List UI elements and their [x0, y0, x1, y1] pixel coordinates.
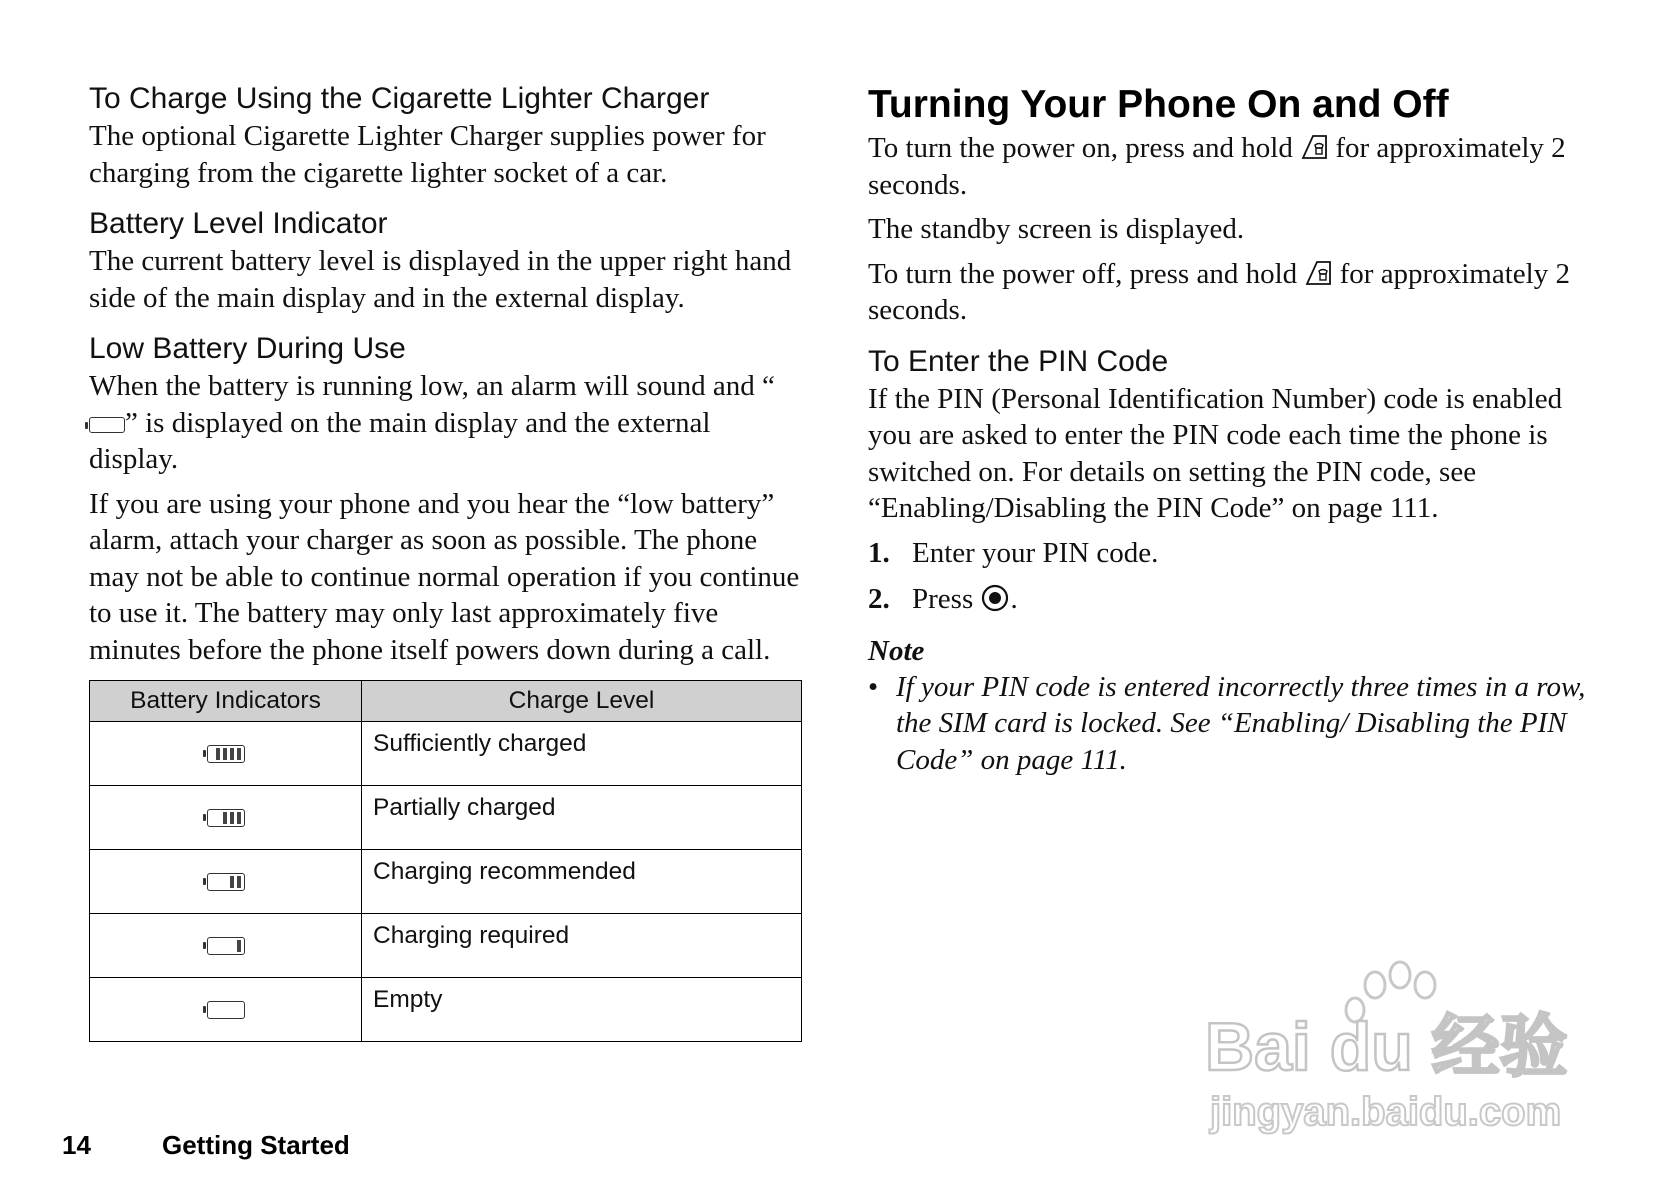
- power-off-text-a: To turn the power off, press and hold: [868, 257, 1305, 290]
- note-heading: Note: [868, 634, 925, 667]
- phone-end-key-icon: [1300, 133, 1328, 161]
- heading-low-battery: Low Battery During Use: [89, 332, 406, 365]
- battery-indicator-cell: [90, 978, 362, 1042]
- battery-icon: [207, 809, 245, 827]
- watermark-brand: Bai du 经验: [1205, 1009, 1568, 1085]
- paragraph-pin: If the PIN (Personal Identification Number) code is enabled you are asked to enter the PIN code each time the phone is switched on. For details on setting the PIN code, see “Enabling/Disabling the PIN Code” on page 111.: [868, 382, 1563, 524]
- table-row: [90, 978, 802, 1042]
- charge-level-cell: Sufficiently charged: [362, 722, 802, 786]
- battery-indicator-table: [89, 680, 802, 1042]
- power-on-text-a: To turn the power on, press and hold: [868, 132, 1301, 164]
- note-text: If your PIN code is entered incorrectly three times in a row, the SIM card is locked. See “Enabling/ Disabling the PIN Code” on page 111.: [896, 670, 1586, 776]
- table-header-row: [90, 681, 802, 722]
- step-text: Enter your PIN code.: [912, 536, 1159, 569]
- list-item: [868, 581, 1588, 617]
- note-body: [868, 669, 1588, 779]
- power-on-text-b: for approximately 2 seconds.: [868, 132, 1566, 201]
- heading-battery-level: Battery Level Indicator: [89, 207, 388, 240]
- paragraph-low-battery: [89, 368, 801, 478]
- table-row: [90, 850, 802, 914]
- heading-cigarette-charger: To Charge Using the Cigarette Lighter Charger: [89, 82, 710, 115]
- pin-steps-list: [868, 535, 1588, 617]
- paragraph-cigarette-charger: The optional Cigarette Lighter Charger supplies power for charging from the cigarette lighter socket of a car.: [89, 120, 766, 189]
- battery-icon: [207, 873, 245, 891]
- battery-indicator-cell: [90, 722, 362, 786]
- table-row: [90, 786, 802, 850]
- step-text-b: .: [1010, 582, 1018, 615]
- page-number: 14: [62, 1130, 91, 1160]
- paragraph-battery-level: The current battery level is displayed in the upper right hand side of the main display and in the external display.: [89, 245, 792, 314]
- low-battery-text-b: ” is displayed on the main display and the external display.: [89, 406, 711, 475]
- charge-level-cell: Partially charged: [362, 786, 802, 850]
- col-header-battery-indicators: Battery Indicators: [90, 681, 362, 722]
- right-column: [868, 80, 1588, 778]
- charge-level-cell: Charging required: [362, 914, 802, 978]
- step-number: 1.: [868, 536, 890, 569]
- battery-icon: [207, 937, 245, 955]
- empty-battery-icon: [89, 417, 125, 433]
- paragraph-standby: The standby screen is displayed.: [868, 213, 1245, 245]
- paragraph-power-off: [868, 256, 1588, 329]
- section-title: Getting Started: [162, 1130, 350, 1160]
- watermark-url: jingyan.baidu.com: [1210, 1090, 1562, 1134]
- heading-enter-pin: To Enter the PIN Code: [868, 344, 1169, 378]
- battery-indicator-cell: [90, 850, 362, 914]
- list-item: [868, 535, 1588, 571]
- step-number: 2.: [868, 582, 890, 615]
- table-row: [90, 722, 802, 786]
- charge-level-cell: Charging recommended: [362, 850, 802, 914]
- battery-indicator-cell: [90, 786, 362, 850]
- paragraph-low-battery-alarm: If you are using your phone and you hear the “low battery” alarm, attach your charger as soon as possible. The phone may not be able to continue normal operation if you continue to use it. The battery may only last approximately five minutes before the phone itself powers down during a call.: [89, 487, 800, 666]
- paragraph-power-on: [868, 130, 1588, 203]
- left-column: [89, 80, 801, 1042]
- table-row: [90, 914, 802, 978]
- phone-end-key-icon: [1304, 259, 1332, 287]
- baidu-watermark-logo: [1205, 955, 1605, 1140]
- low-battery-text-a: When the battery is running low, an alarm will sound and “: [89, 370, 775, 402]
- step-text-a: Press: [912, 582, 981, 615]
- center-select-key-icon: [980, 583, 1010, 613]
- col-header-charge-level: Charge Level: [362, 681, 802, 722]
- battery-icon: [207, 1001, 245, 1019]
- battery-icon: [207, 745, 245, 763]
- heading-turning-phone-on-off: Turning Your Phone On and Off: [868, 83, 1449, 126]
- battery-indicator-cell: [90, 914, 362, 978]
- power-off-text-b: for approximately 2 seconds.: [868, 257, 1570, 326]
- bullet: •: [868, 670, 879, 703]
- page-footer: [62, 1130, 350, 1161]
- charge-level-cell: Empty: [362, 978, 802, 1042]
